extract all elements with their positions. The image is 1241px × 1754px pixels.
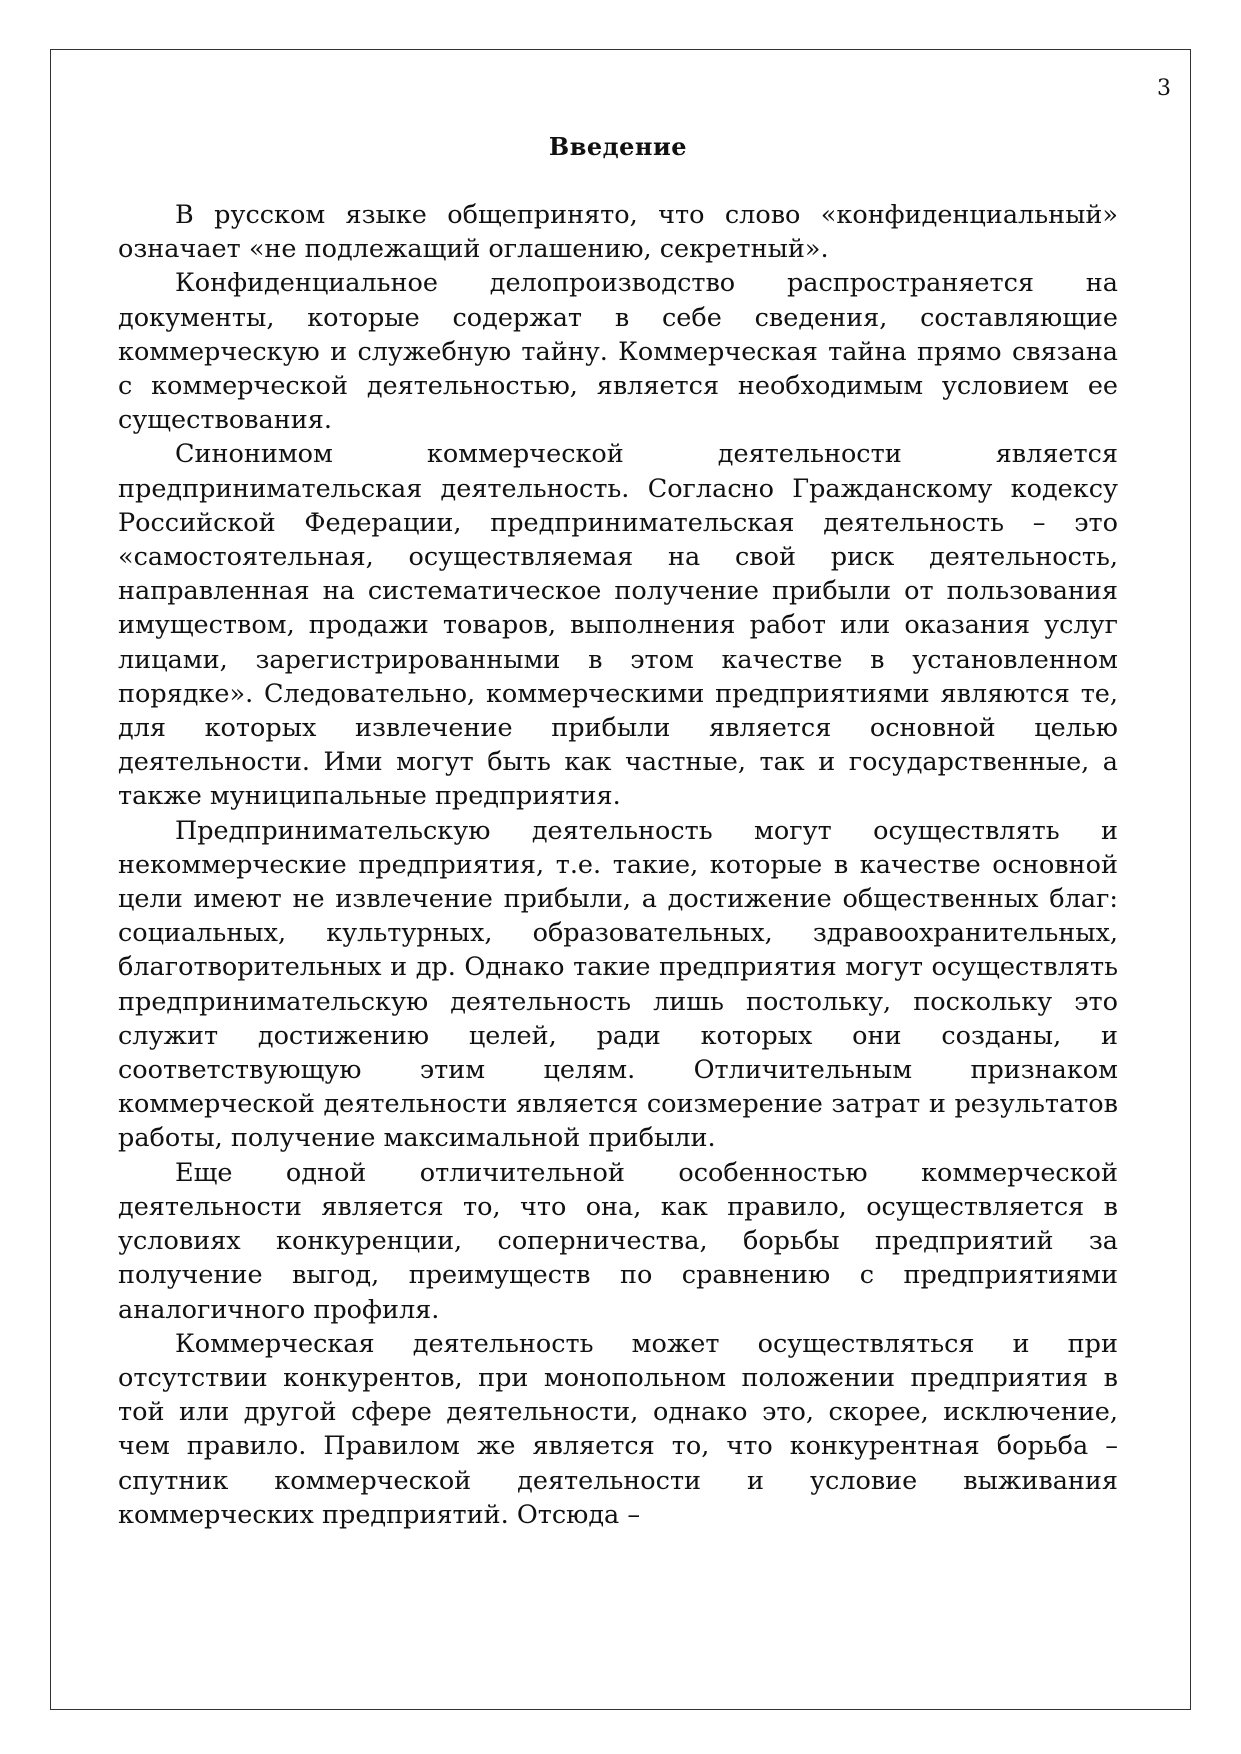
page-title: Введение <box>548 132 688 161</box>
page-number: 3 <box>1157 76 1171 101</box>
paragraph-3: Синонимом коммерческой деятельности является предпринимательская деятельность. Согласно Гражданскому кодексу Российской Федерации, предпринимательская деятельность – это «самостоятельная, осуществляемая на свой риск деятельность, направленная на систематическое получение прибыли от пользования имуществом, продажи товаров, выполнения работ или оказания услуг лицами, зарегистрированными в этом качестве в установленном порядке». Следовательно, коммерческими предприятиями являются те, для которых извлечение прибыли является основной целью деятельности. Ими могут быть как частные, так и государственные, а также муниципальные предприятия. <box>118 439 1118 812</box>
paragraph-4: Предпринимательскую деятельность могут осуществлять и некоммерческие предприятия, т.е. такие, которые в качестве основной цели имеют не извлечение прибыли, а достижение общественных благ: социальных, культурных, образовательных, здравоохранительных, благотворительных и др. Однако такие предприятия могут осуществлять предпринимательскую деятельность лишь постольку, поскольку это служит достижению целей, ради которых они созданы, и соответствующую этим целям. Отличительным признаком коммерческой деятельности является соизмерение затрат и результатов работы, получение максимальной прибыли. <box>118 815 1118 1154</box>
paragraph-2: Конфиденциальное делопроизводство распространяется на документы, которые содержат в себе сведения, составляющие коммерческую и служебную тайну. Коммерческая тайна прямо связана с коммерческой деятельностью, является необходимым условием ее существования. <box>118 268 1118 436</box>
paragraph-6: Коммерческая деятельность может осуществляться и при отсутствии конкурентов, при монопольном положении предприятия в той или другой сфере деятельности, однако это, скорее, исключение, чем правило. Правилом же является то, что конкурентная борьба – спутник коммерческой деятельности и условие выживания коммерческих предприятий. Отсюда – <box>118 1328 1118 1530</box>
paragraph-1: В русском языке общепринято, что слово «конфиденциальный» означает «не подлежащий оглашению, секретный». <box>118 200 1118 265</box>
paragraph-5: Еще одной отличительной особенностью коммерческой деятельности является то, что она, как правило, осуществляется в условиях конкуренции, соперничества, борьбы предприятий за получение выгод, преимуществ по сравнению с предприятиями аналогичного профиля. <box>118 1157 1118 1325</box>
document-body <box>118 130 1118 1532</box>
